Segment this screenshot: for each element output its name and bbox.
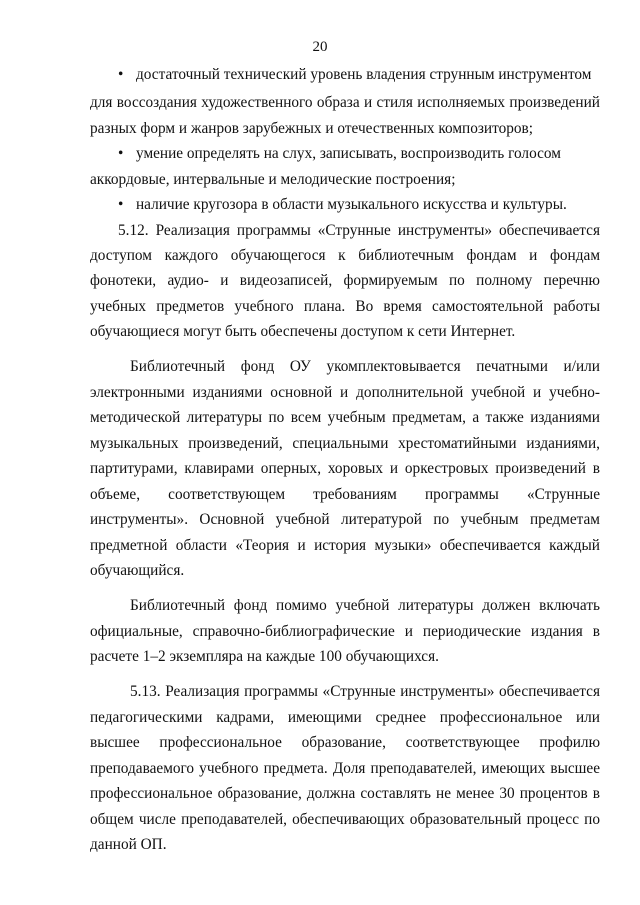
text-line: партитурами, клавирами оперных, хоровых и оркестровых произведений в <box>90 460 600 477</box>
text-line: доступом каждого обучающегося к библиотечным фондам и фондам <box>90 247 600 264</box>
bullet-icon: • <box>118 196 124 213</box>
bullet-line <box>118 144 600 164</box>
text-line: Библиотечный фонд помимо учебной литературы должен включать <box>130 597 600 614</box>
text-line: обучающиеся могут быть обеспечены доступом к сети Интернет. <box>90 323 516 340</box>
text-line: расчете 1–2 экземпляра на каждые 100 обучающихся. <box>90 648 439 665</box>
text-line: данной ОП. <box>90 836 167 853</box>
paragraph-heading-line: 5.13. Реализация программы «Струнные инструменты» обеспечивается <box>130 683 600 700</box>
text-line: фонотеки, аудио- и видеозаписей, формируемым по полному перечню <box>90 272 600 289</box>
text-line: объеме, соответствующем требованиям программы «Струнные <box>90 486 600 503</box>
text-line: учебных предметов учебного плана. Во время самостоятельной работы <box>90 298 600 315</box>
paragraph-heading-line: 5.12. Реализация программы «Струнные инструменты» обеспечивается <box>118 222 600 239</box>
text-line: предметной области «Теория и история музыки» обеспечивается каждый <box>90 537 600 554</box>
text-line: обучающийся. <box>90 562 185 579</box>
text-line: разных форм и жанров зарубежных и отечественных композиторов; <box>90 120 533 137</box>
text-line: аккордовые, интервальные и мелодические построения; <box>90 171 456 188</box>
text-line: официальные, справочно-библиографические и периодические издания в <box>90 623 600 640</box>
bullet-line <box>118 195 567 215</box>
text-line: для воссоздания художественного образа и стиля исполняемых произведений <box>90 94 600 111</box>
text-line: наличие кругозора в области музыкального искусства и культуры. <box>136 196 567 213</box>
text-line: преподаваемого учебного предмета. Доля преподавателей, имеющих высшее <box>90 760 600 777</box>
text-line: музыкальных произведений, специальными хрестоматийными изданиями, <box>90 435 600 452</box>
page-number: 20 <box>312 39 328 55</box>
text-line: общем числе преподавателей, обеспечивающих образовательный процесс по <box>90 811 600 828</box>
bullet-line <box>118 65 600 85</box>
text-line: высшее профессиональное образование, соответствующее профилю <box>90 734 600 751</box>
bullet-icon: • <box>118 66 124 83</box>
text-line: электронными изданиями основной и дополнительной учебной и учебно- <box>90 384 600 401</box>
text-line: инструменты». Основной учебной литературой по учебным предметам <box>90 511 600 528</box>
bullet-icon: • <box>118 145 124 162</box>
text-line: методической литературы по всем учебным предметам, а также изданиями <box>90 409 600 426</box>
text-line: умение определять на слух, записывать, воспроизводить голосом <box>136 145 561 162</box>
text-line: профессиональное образование, должна составлять не менее 30 процентов в <box>90 785 600 802</box>
text-line: Библиотечный фонд ОУ укомплектовывается печатными и/или <box>130 358 600 375</box>
text-line: педагогическими кадрами, имеющими среднее профессиональное или <box>90 709 600 726</box>
text-line: достаточный технический уровень владения струнным инструментом <box>136 66 592 83</box>
